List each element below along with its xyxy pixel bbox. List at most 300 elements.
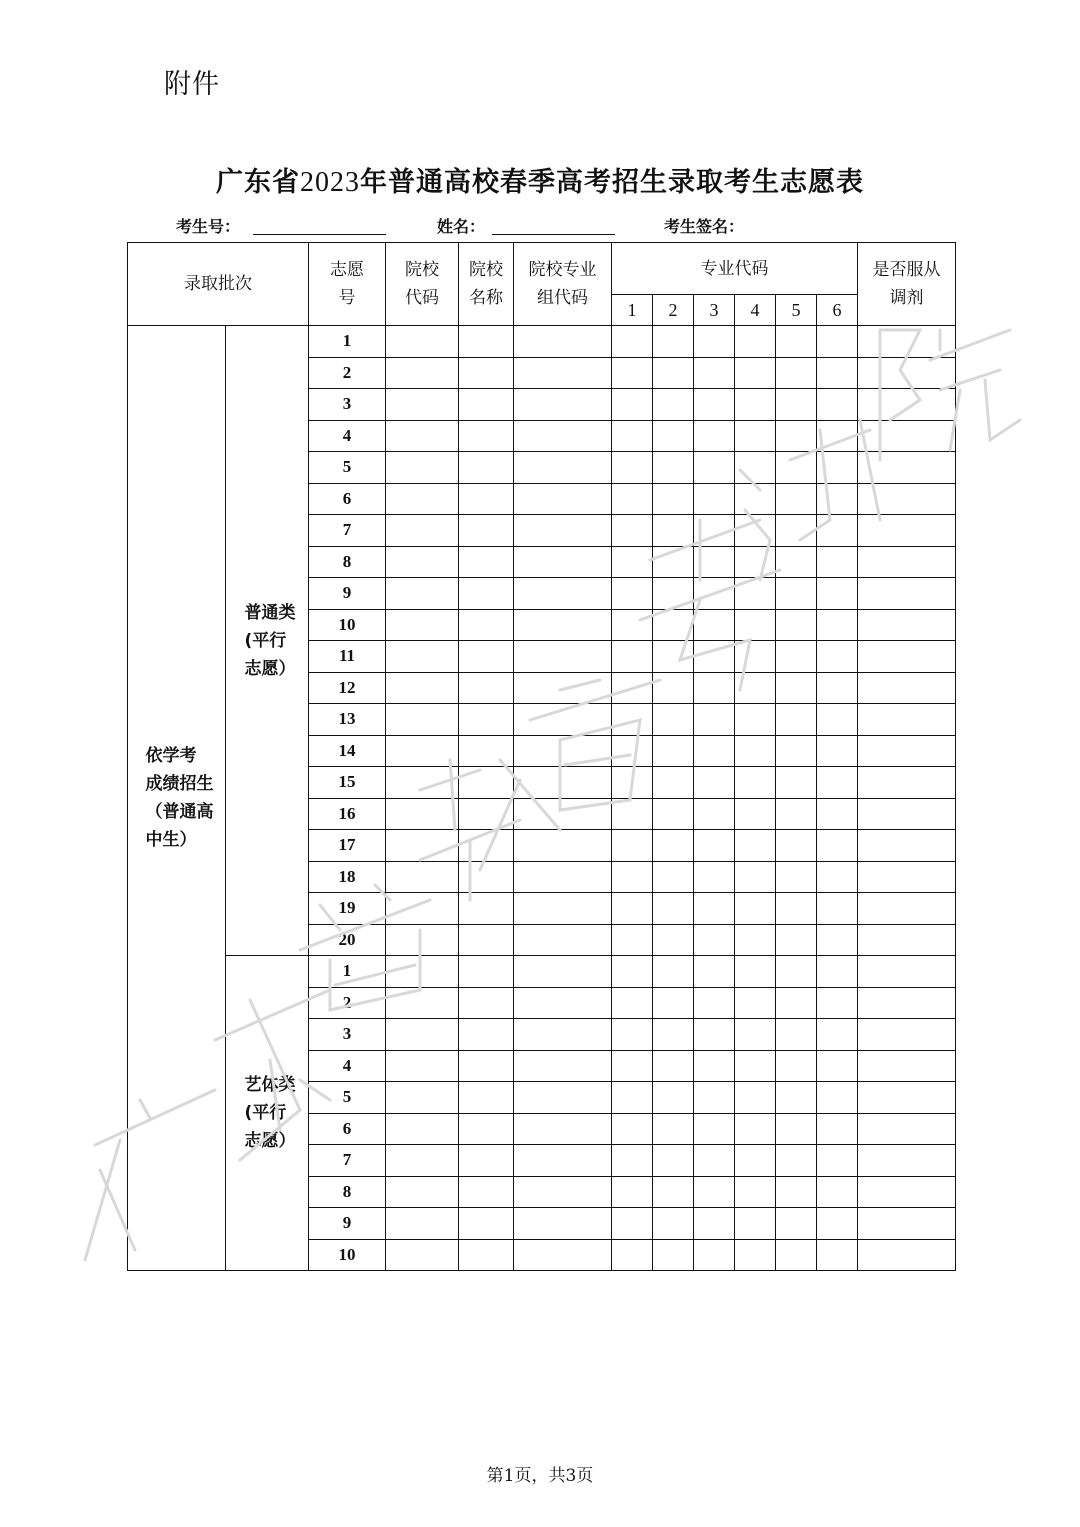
school-code-cell[interactable] (386, 420, 459, 452)
major-code-cell[interactable] (735, 546, 776, 578)
major-code-cell[interactable] (653, 704, 694, 736)
major-code-cell[interactable] (612, 1176, 653, 1208)
major-code-cell[interactable] (612, 515, 653, 547)
major-code-cell[interactable] (776, 515, 817, 547)
major-code-cell[interactable] (653, 1239, 694, 1271)
major-code-cell[interactable] (776, 735, 817, 767)
school-name-cell[interactable] (459, 1050, 514, 1082)
school-name-cell[interactable] (459, 861, 514, 893)
group-code-cell[interactable] (514, 924, 612, 956)
major-code-cell[interactable] (776, 893, 817, 925)
major-code-cell[interactable] (694, 641, 735, 673)
major-code-cell[interactable] (694, 1239, 735, 1271)
school-name-cell[interactable] (459, 924, 514, 956)
school-code-cell[interactable] (386, 861, 459, 893)
adjust-cell[interactable] (858, 546, 956, 578)
group-code-cell[interactable] (514, 672, 612, 704)
group-code-cell[interactable] (514, 798, 612, 830)
adjust-cell[interactable] (858, 578, 956, 610)
major-code-cell[interactable] (694, 924, 735, 956)
school-code-cell[interactable] (386, 893, 459, 925)
school-code-cell[interactable] (386, 389, 459, 421)
group-code-cell[interactable] (514, 546, 612, 578)
major-code-cell[interactable] (694, 357, 735, 389)
major-code-cell[interactable] (817, 956, 858, 988)
school-name-cell[interactable] (459, 767, 514, 799)
adjust-cell[interactable] (858, 326, 956, 358)
major-code-cell[interactable] (694, 546, 735, 578)
major-code-cell[interactable] (612, 420, 653, 452)
school-name-cell[interactable] (459, 704, 514, 736)
school-name-cell[interactable] (459, 893, 514, 925)
major-code-cell[interactable] (735, 1113, 776, 1145)
school-name-cell[interactable] (459, 1145, 514, 1177)
major-code-cell[interactable] (776, 609, 817, 641)
adjust-cell[interactable] (858, 389, 956, 421)
major-code-cell[interactable] (612, 987, 653, 1019)
group-code-cell[interactable] (514, 1082, 612, 1114)
school-name-cell[interactable] (459, 1082, 514, 1114)
major-code-cell[interactable] (694, 452, 735, 484)
major-code-cell[interactable] (735, 830, 776, 862)
major-code-cell[interactable] (612, 1239, 653, 1271)
major-code-cell[interactable] (776, 357, 817, 389)
major-code-cell[interactable] (612, 767, 653, 799)
major-code-cell[interactable] (776, 578, 817, 610)
major-code-cell[interactable] (653, 546, 694, 578)
major-code-cell[interactable] (735, 1208, 776, 1240)
major-code-cell[interactable] (776, 861, 817, 893)
school-name-cell[interactable] (459, 483, 514, 515)
major-code-cell[interactable] (776, 483, 817, 515)
major-code-cell[interactable] (735, 326, 776, 358)
group-code-cell[interactable] (514, 1208, 612, 1240)
group-code-cell[interactable] (514, 767, 612, 799)
major-code-cell[interactable] (612, 641, 653, 673)
school-code-cell[interactable] (386, 1082, 459, 1114)
adjust-cell[interactable] (858, 735, 956, 767)
major-code-cell[interactable] (612, 1082, 653, 1114)
major-code-cell[interactable] (817, 578, 858, 610)
major-code-cell[interactable] (735, 704, 776, 736)
adjust-cell[interactable] (858, 893, 956, 925)
major-code-cell[interactable] (694, 1019, 735, 1051)
group-code-cell[interactable] (514, 420, 612, 452)
group-code-cell[interactable] (514, 893, 612, 925)
group-code-cell[interactable] (514, 704, 612, 736)
major-code-cell[interactable] (612, 956, 653, 988)
major-code-cell[interactable] (653, 483, 694, 515)
major-code-cell[interactable] (612, 924, 653, 956)
major-code-cell[interactable] (653, 326, 694, 358)
major-code-cell[interactable] (653, 1050, 694, 1082)
group-code-cell[interactable] (514, 452, 612, 484)
major-code-cell[interactable] (817, 1208, 858, 1240)
major-code-cell[interactable] (776, 452, 817, 484)
name-field[interactable] (492, 234, 615, 235)
major-code-cell[interactable] (776, 704, 817, 736)
adjust-cell[interactable] (858, 956, 956, 988)
group-code-cell[interactable] (514, 956, 612, 988)
school-code-cell[interactable] (386, 924, 459, 956)
major-code-cell[interactable] (776, 767, 817, 799)
major-code-cell[interactable] (776, 641, 817, 673)
major-code-cell[interactable] (653, 1113, 694, 1145)
major-code-cell[interactable] (776, 956, 817, 988)
adjust-cell[interactable] (858, 924, 956, 956)
school-code-cell[interactable] (386, 704, 459, 736)
school-name-cell[interactable] (459, 1208, 514, 1240)
school-code-cell[interactable] (386, 326, 459, 358)
major-code-cell[interactable] (612, 357, 653, 389)
major-code-cell[interactable] (735, 578, 776, 610)
major-code-cell[interactable] (612, 1113, 653, 1145)
major-code-cell[interactable] (694, 956, 735, 988)
major-code-cell[interactable] (735, 641, 776, 673)
major-code-cell[interactable] (817, 767, 858, 799)
group-code-cell[interactable] (514, 641, 612, 673)
major-code-cell[interactable] (694, 861, 735, 893)
major-code-cell[interactable] (653, 924, 694, 956)
group-code-cell[interactable] (514, 609, 612, 641)
adjust-cell[interactable] (858, 1239, 956, 1271)
major-code-cell[interactable] (817, 357, 858, 389)
group-code-cell[interactable] (514, 830, 612, 862)
major-code-cell[interactable] (653, 893, 694, 925)
major-code-cell[interactable] (817, 798, 858, 830)
school-name-cell[interactable] (459, 357, 514, 389)
school-code-cell[interactable] (386, 515, 459, 547)
group-code-cell[interactable] (514, 987, 612, 1019)
major-code-cell[interactable] (817, 546, 858, 578)
major-code-cell[interactable] (735, 987, 776, 1019)
adjust-cell[interactable] (858, 1145, 956, 1177)
major-code-cell[interactable] (612, 452, 653, 484)
major-code-cell[interactable] (612, 704, 653, 736)
major-code-cell[interactable] (694, 798, 735, 830)
group-code-cell[interactable] (514, 326, 612, 358)
major-code-cell[interactable] (776, 924, 817, 956)
major-code-cell[interactable] (735, 924, 776, 956)
adjust-cell[interactable] (858, 1050, 956, 1082)
school-name-cell[interactable] (459, 546, 514, 578)
group-code-cell[interactable] (514, 483, 612, 515)
adjust-cell[interactable] (858, 767, 956, 799)
major-code-cell[interactable] (735, 861, 776, 893)
school-name-cell[interactable] (459, 1176, 514, 1208)
school-name-cell[interactable] (459, 641, 514, 673)
school-name-cell[interactable] (459, 578, 514, 610)
major-code-cell[interactable] (694, 389, 735, 421)
major-code-cell[interactable] (817, 1176, 858, 1208)
major-code-cell[interactable] (817, 1239, 858, 1271)
major-code-cell[interactable] (653, 641, 694, 673)
major-code-cell[interactable] (817, 515, 858, 547)
school-code-cell[interactable] (386, 767, 459, 799)
major-code-cell[interactable] (612, 893, 653, 925)
group-code-cell[interactable] (514, 1145, 612, 1177)
major-code-cell[interactable] (612, 546, 653, 578)
group-code-cell[interactable] (514, 735, 612, 767)
school-code-cell[interactable] (386, 483, 459, 515)
school-code-cell[interactable] (386, 357, 459, 389)
school-name-cell[interactable] (459, 452, 514, 484)
major-code-cell[interactable] (817, 1082, 858, 1114)
school-code-cell[interactable] (386, 956, 459, 988)
school-name-cell[interactable] (459, 1239, 514, 1271)
group-code-cell[interactable] (514, 1019, 612, 1051)
major-code-cell[interactable] (776, 1145, 817, 1177)
adjust-cell[interactable] (858, 1176, 956, 1208)
major-code-cell[interactable] (653, 1145, 694, 1177)
major-code-cell[interactable] (653, 1176, 694, 1208)
major-code-cell[interactable] (653, 452, 694, 484)
major-code-cell[interactable] (817, 735, 858, 767)
major-code-cell[interactable] (694, 987, 735, 1019)
major-code-cell[interactable] (776, 830, 817, 862)
major-code-cell[interactable] (776, 672, 817, 704)
major-code-cell[interactable] (817, 641, 858, 673)
major-code-cell[interactable] (653, 1082, 694, 1114)
major-code-cell[interactable] (735, 1239, 776, 1271)
major-code-cell[interactable] (817, 704, 858, 736)
major-code-cell[interactable] (776, 546, 817, 578)
major-code-cell[interactable] (612, 1145, 653, 1177)
major-code-cell[interactable] (817, 609, 858, 641)
major-code-cell[interactable] (776, 420, 817, 452)
adjust-cell[interactable] (858, 609, 956, 641)
major-code-cell[interactable] (735, 483, 776, 515)
adjust-cell[interactable] (858, 1019, 956, 1051)
major-code-cell[interactable] (653, 420, 694, 452)
school-code-cell[interactable] (386, 735, 459, 767)
school-code-cell[interactable] (386, 546, 459, 578)
major-code-cell[interactable] (817, 389, 858, 421)
school-name-cell[interactable] (459, 987, 514, 1019)
school-code-cell[interactable] (386, 1145, 459, 1177)
school-code-cell[interactable] (386, 987, 459, 1019)
group-code-cell[interactable] (514, 1239, 612, 1271)
group-code-cell[interactable] (514, 578, 612, 610)
school-name-cell[interactable] (459, 798, 514, 830)
major-code-cell[interactable] (653, 767, 694, 799)
major-code-cell[interactable] (694, 609, 735, 641)
major-code-cell[interactable] (694, 1113, 735, 1145)
major-code-cell[interactable] (817, 987, 858, 1019)
adjust-cell[interactable] (858, 515, 956, 547)
group-code-cell[interactable] (514, 1176, 612, 1208)
school-name-cell[interactable] (459, 735, 514, 767)
major-code-cell[interactable] (735, 609, 776, 641)
school-code-cell[interactable] (386, 830, 459, 862)
major-code-cell[interactable] (612, 861, 653, 893)
adjust-cell[interactable] (858, 452, 956, 484)
school-code-cell[interactable] (386, 641, 459, 673)
school-code-cell[interactable] (386, 609, 459, 641)
major-code-cell[interactable] (776, 798, 817, 830)
major-code-cell[interactable] (612, 326, 653, 358)
major-code-cell[interactable] (694, 420, 735, 452)
major-code-cell[interactable] (817, 924, 858, 956)
major-code-cell[interactable] (694, 767, 735, 799)
major-code-cell[interactable] (735, 1176, 776, 1208)
school-name-cell[interactable] (459, 515, 514, 547)
major-code-cell[interactable] (817, 830, 858, 862)
major-code-cell[interactable] (694, 704, 735, 736)
major-code-cell[interactable] (653, 515, 694, 547)
major-code-cell[interactable] (817, 326, 858, 358)
school-name-cell[interactable] (459, 420, 514, 452)
major-code-cell[interactable] (694, 483, 735, 515)
major-code-cell[interactable] (653, 389, 694, 421)
school-name-cell[interactable] (459, 389, 514, 421)
major-code-cell[interactable] (735, 1145, 776, 1177)
group-code-cell[interactable] (514, 357, 612, 389)
major-code-cell[interactable] (612, 609, 653, 641)
school-name-cell[interactable] (459, 609, 514, 641)
major-code-cell[interactable] (694, 735, 735, 767)
major-code-cell[interactable] (653, 956, 694, 988)
group-code-cell[interactable] (514, 861, 612, 893)
major-code-cell[interactable] (817, 483, 858, 515)
major-code-cell[interactable] (735, 893, 776, 925)
major-code-cell[interactable] (612, 483, 653, 515)
group-code-cell[interactable] (514, 1113, 612, 1145)
major-code-cell[interactable] (776, 389, 817, 421)
major-code-cell[interactable] (694, 326, 735, 358)
major-code-cell[interactable] (776, 1113, 817, 1145)
major-code-cell[interactable] (653, 798, 694, 830)
adjust-cell[interactable] (858, 483, 956, 515)
school-name-cell[interactable] (459, 672, 514, 704)
major-code-cell[interactable] (694, 893, 735, 925)
major-code-cell[interactable] (735, 1019, 776, 1051)
major-code-cell[interactable] (612, 389, 653, 421)
major-code-cell[interactable] (694, 1208, 735, 1240)
adjust-cell[interactable] (858, 672, 956, 704)
group-code-cell[interactable] (514, 1050, 612, 1082)
major-code-cell[interactable] (817, 1145, 858, 1177)
major-code-cell[interactable] (653, 861, 694, 893)
major-code-cell[interactable] (735, 1082, 776, 1114)
major-code-cell[interactable] (735, 452, 776, 484)
group-code-cell[interactable] (514, 515, 612, 547)
major-code-cell[interactable] (694, 1176, 735, 1208)
school-code-cell[interactable] (386, 452, 459, 484)
major-code-cell[interactable] (735, 420, 776, 452)
school-name-cell[interactable] (459, 1113, 514, 1145)
major-code-cell[interactable] (776, 987, 817, 1019)
major-code-cell[interactable] (735, 357, 776, 389)
school-code-cell[interactable] (386, 1208, 459, 1240)
adjust-cell[interactable] (858, 357, 956, 389)
adjust-cell[interactable] (858, 420, 956, 452)
major-code-cell[interactable] (776, 1176, 817, 1208)
school-name-cell[interactable] (459, 326, 514, 358)
school-code-cell[interactable] (386, 578, 459, 610)
major-code-cell[interactable] (817, 420, 858, 452)
major-code-cell[interactable] (735, 767, 776, 799)
school-name-cell[interactable] (459, 1019, 514, 1051)
major-code-cell[interactable] (694, 578, 735, 610)
major-code-cell[interactable] (817, 1113, 858, 1145)
major-code-cell[interactable] (735, 1050, 776, 1082)
major-code-cell[interactable] (612, 1019, 653, 1051)
school-code-cell[interactable] (386, 1019, 459, 1051)
major-code-cell[interactable] (817, 452, 858, 484)
major-code-cell[interactable] (612, 672, 653, 704)
major-code-cell[interactable] (776, 1050, 817, 1082)
major-code-cell[interactable] (612, 830, 653, 862)
adjust-cell[interactable] (858, 1082, 956, 1114)
major-code-cell[interactable] (653, 578, 694, 610)
major-code-cell[interactable] (735, 735, 776, 767)
major-code-cell[interactable] (653, 735, 694, 767)
adjust-cell[interactable] (858, 704, 956, 736)
major-code-cell[interactable] (653, 672, 694, 704)
school-code-cell[interactable] (386, 672, 459, 704)
major-code-cell[interactable] (817, 861, 858, 893)
major-code-cell[interactable] (817, 672, 858, 704)
major-code-cell[interactable] (817, 893, 858, 925)
major-code-cell[interactable] (612, 578, 653, 610)
major-code-cell[interactable] (776, 1208, 817, 1240)
major-code-cell[interactable] (735, 672, 776, 704)
adjust-cell[interactable] (858, 1113, 956, 1145)
major-code-cell[interactable] (653, 609, 694, 641)
school-code-cell[interactable] (386, 1113, 459, 1145)
major-code-cell[interactable] (817, 1050, 858, 1082)
major-code-cell[interactable] (735, 798, 776, 830)
school-code-cell[interactable] (386, 1176, 459, 1208)
adjust-cell[interactable] (858, 641, 956, 673)
adjust-cell[interactable] (858, 861, 956, 893)
adjust-cell[interactable] (858, 830, 956, 862)
major-code-cell[interactable] (694, 830, 735, 862)
major-code-cell[interactable] (612, 1050, 653, 1082)
major-code-cell[interactable] (612, 1208, 653, 1240)
adjust-cell[interactable] (858, 987, 956, 1019)
major-code-cell[interactable] (653, 987, 694, 1019)
group-code-cell[interactable] (514, 389, 612, 421)
major-code-cell[interactable] (776, 1082, 817, 1114)
major-code-cell[interactable] (653, 1208, 694, 1240)
major-code-cell[interactable] (776, 1019, 817, 1051)
major-code-cell[interactable] (817, 1019, 858, 1051)
major-code-cell[interactable] (653, 1019, 694, 1051)
major-code-cell[interactable] (776, 326, 817, 358)
adjust-cell[interactable] (858, 1208, 956, 1240)
major-code-cell[interactable] (694, 672, 735, 704)
school-code-cell[interactable] (386, 1050, 459, 1082)
school-code-cell[interactable] (386, 1239, 459, 1271)
school-code-cell[interactable] (386, 798, 459, 830)
major-code-cell[interactable] (653, 357, 694, 389)
major-code-cell[interactable] (612, 798, 653, 830)
school-name-cell[interactable] (459, 956, 514, 988)
major-code-cell[interactable] (694, 1082, 735, 1114)
major-code-cell[interactable] (735, 515, 776, 547)
major-code-cell[interactable] (776, 1239, 817, 1271)
major-code-cell[interactable] (612, 735, 653, 767)
major-code-cell[interactable] (735, 956, 776, 988)
exam-no-field[interactable] (253, 234, 386, 235)
major-code-cell[interactable] (653, 830, 694, 862)
major-code-cell[interactable] (694, 1050, 735, 1082)
school-name-cell[interactable] (459, 830, 514, 862)
major-code-cell[interactable] (694, 515, 735, 547)
major-code-cell[interactable] (735, 389, 776, 421)
